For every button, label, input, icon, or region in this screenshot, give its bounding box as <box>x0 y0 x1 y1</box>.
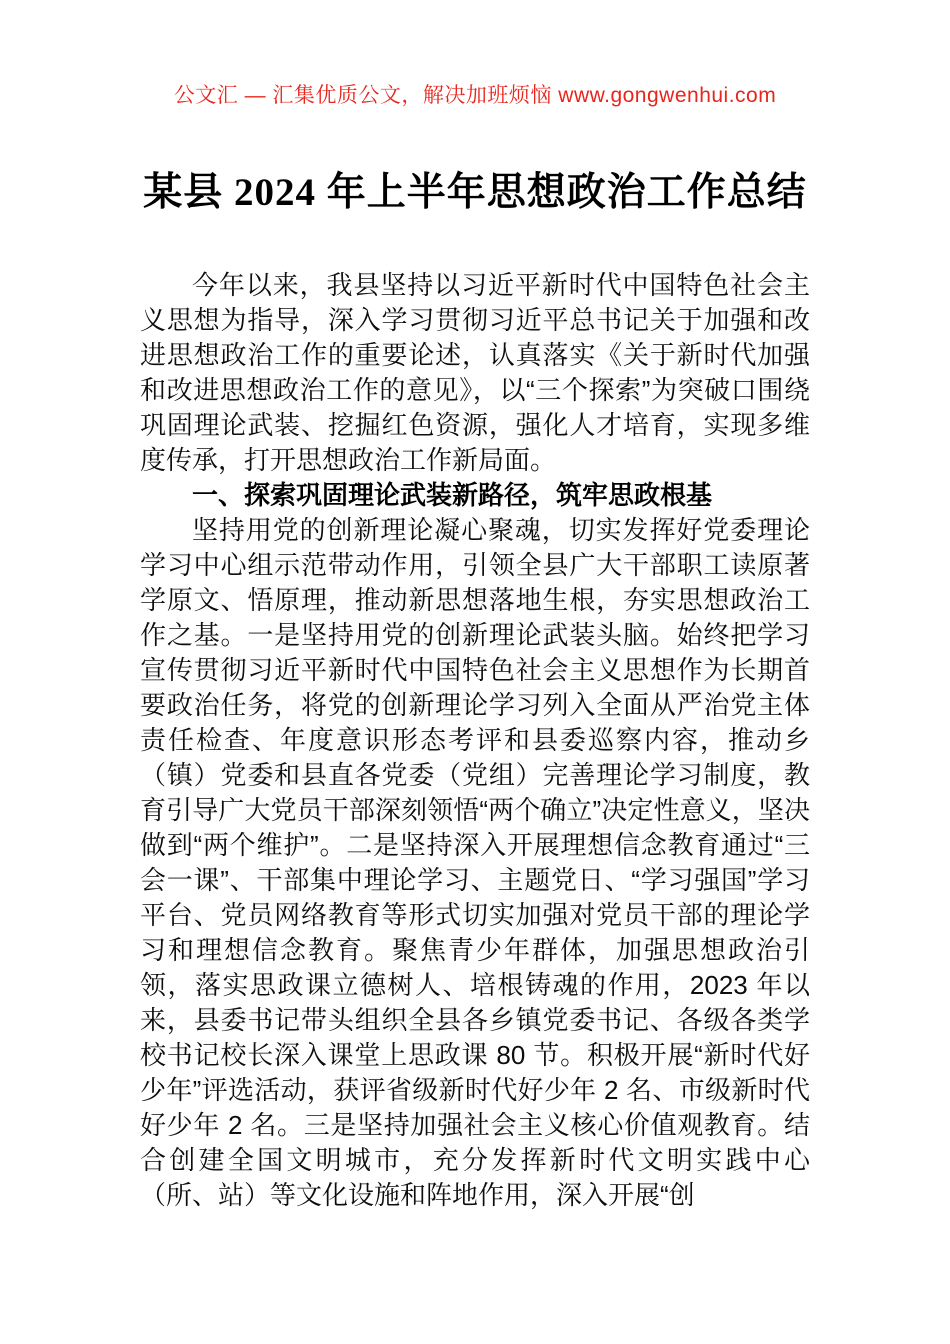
body-paragraph: 坚持用党的创新理论凝心聚魂，切实发挥好党委理论学习中心组示范带动作用，引领全县广大干部职工读原著学原文、悟原理，推动新思想落地生根，夯实思想政治工作之基。一是坚持用党的创新理论武装头脑。始终把学习宣传贯彻习近平新时代中国特色社会主义思想作为长期首要政治任务，将党的创新理论学习列入全面从严治党主体责任检查、年度意识形态考评和县委巡察内容，推动乡（镇）党委和县直各党委（党组）完善理论学习制度，教育引导广大党员干部深刻领悟“两个确立”决定性意义，坚决做到“两个维护”。二是坚持深入开展理想信念教育通过“三会一课”、干部集中理论学习、主题党日、“学习强国”学习平台、党员网络教育等形式切实加强对党员干部的理论学习和理想信念教育。聚焦青少年群体，加强思想政治引领，落实思政课立德树人、培根铸魂的作用，2023 年以来，县委书记带头组织全县各乡镇党委书记、各级各类学校书记校长深入课堂上思政课 80 节。积极开展“新时代好少年”评选活动，获评省级新时代好少年 2 名、市级新时代好少年 2 名。三是坚持加强社会主义核心价值观教育。结合创建全国文明城市，充分发挥新时代文明实践中心（所、站）等文化设施和阵地作用，深入开展“创 <box>140 515 810 1210</box>
section-heading: 一、探索巩固理论武装新路径，筑牢思政根基 <box>192 480 713 510</box>
page-title: 某县 2024 年上半年思想政治工作总结 <box>143 171 807 214</box>
document-body <box>140 268 810 1213</box>
watermark-url: www.gongwenhui.com <box>558 84 777 107</box>
watermark-banner <box>0 0 950 110</box>
watermark-slogan: 公文汇 — 汇集优质公文，解决加班烦恼 <box>173 84 559 107</box>
body-paragraph: 今年以来，我县坚持以习近平新时代中国特色社会主义思想为指导，深入学习贯彻习近平总书记关于加强和改进思想政治工作的重要论述，认真落实《关于新时代加强和改进思想政治工作的意见》，以“三个探索”为突破口围绕巩固理论武装、挖掘红色资源，强化人才培育，实现多维度传承，打开思想政治工作新局面。 <box>140 270 810 475</box>
